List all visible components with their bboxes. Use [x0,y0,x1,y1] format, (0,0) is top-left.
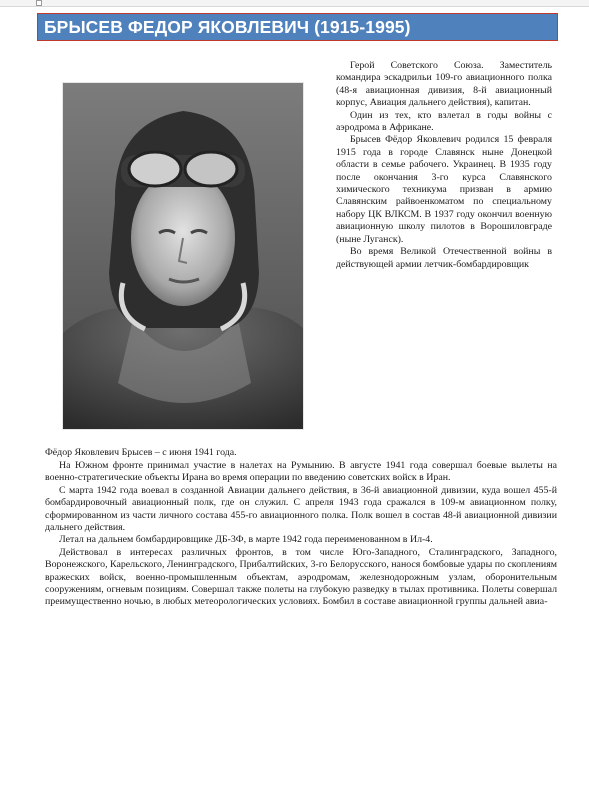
continuation-line: Фёдор Яковлевич Брысев – с июня 1941 года. [45,447,237,458]
paragraph: С марта 1942 года воевал в созданной Авиации дальнего действия, в 36-й авиационной дивизии, куда вошел 455-й бомбардировочный авиационный полк, где он служил. С апреля 1943 года сражался в 109-м авиационном полку, сформированном из части личного состава 455-го авиационного полка. Полк вошел в состав 48-й авиационной дивизии дальнего действия. [45,484,557,534]
paragraph: Летал на дальнем бомбардировщике ДБ-3Ф, в марте 1942 года переименованном в Ил-4. [59,534,433,546]
paragraph: Во время Великой Отечественной войны в действующей армии летчик-бомбардировщик [336,246,552,270]
paragraph-marker-icon [36,0,42,6]
paragraph: Действовал в интересах различных фронтов, в том числе Юго-Западного, Сталинградского, Западного, Воронежского, Карельского, Ленинградского, Прибалтийских, 3-го Белорусского, нанося бомбовые удары по скоплениям вражеских войск, военно-промышленным объектам, аэродромам, железнодорожным узлам, оборонительным сооружениям, огневым позициям. Совершал также полеты на глубокую разведку в тылах противника. Полеты совершал преимущественно ночью, в любых метеорологических условиях. Бомбил в составе авиационной группы дальней авиа- [45,546,557,608]
intro-column [336,60,552,271]
portrait-photo [62,82,304,430]
title-banner[interactable] [37,13,558,41]
paragraph: Один из тех, кто взлетал в годы войны с аэродрома в Африкане. [336,109,552,134]
paragraph: На Южном фронте принимал участие в налетах на Румынию. В августе 1941 года совершал боевые вылеты на военно-стратегические объекты Ирана во время операции по введению советских войск в Иран. [45,460,557,484]
paragraph: Брысев Фёдор Яковлевич родился 15 февраля 1915 года в городе Славянск ныне Донецкой области в семье рабочего. Украинец. В 1935 году после окончания 3-го курса Славянского химического техникума призван в армию Славянским райвоенкоматом по специальному набору ЦК ВЛКСМ. В 1937 году окончил военную авиационную школу пилотов в Ворошиловграде (ныне Луганск). [336,134,552,245]
paragraph: Герой Советского Союза. Заместитель командира эскадрильи 109-го авиационного полка (48-я авиационная дивизия, 8-й авиационный корпус, Авиация дальнего действия), капитан. [336,60,552,109]
page-title: БРЫСЕВ ФЕДОР ЯКОВЛЕВИЧ (1915-1995) [44,17,411,37]
page-top-edge [0,0,589,7]
body-text [45,460,557,609]
